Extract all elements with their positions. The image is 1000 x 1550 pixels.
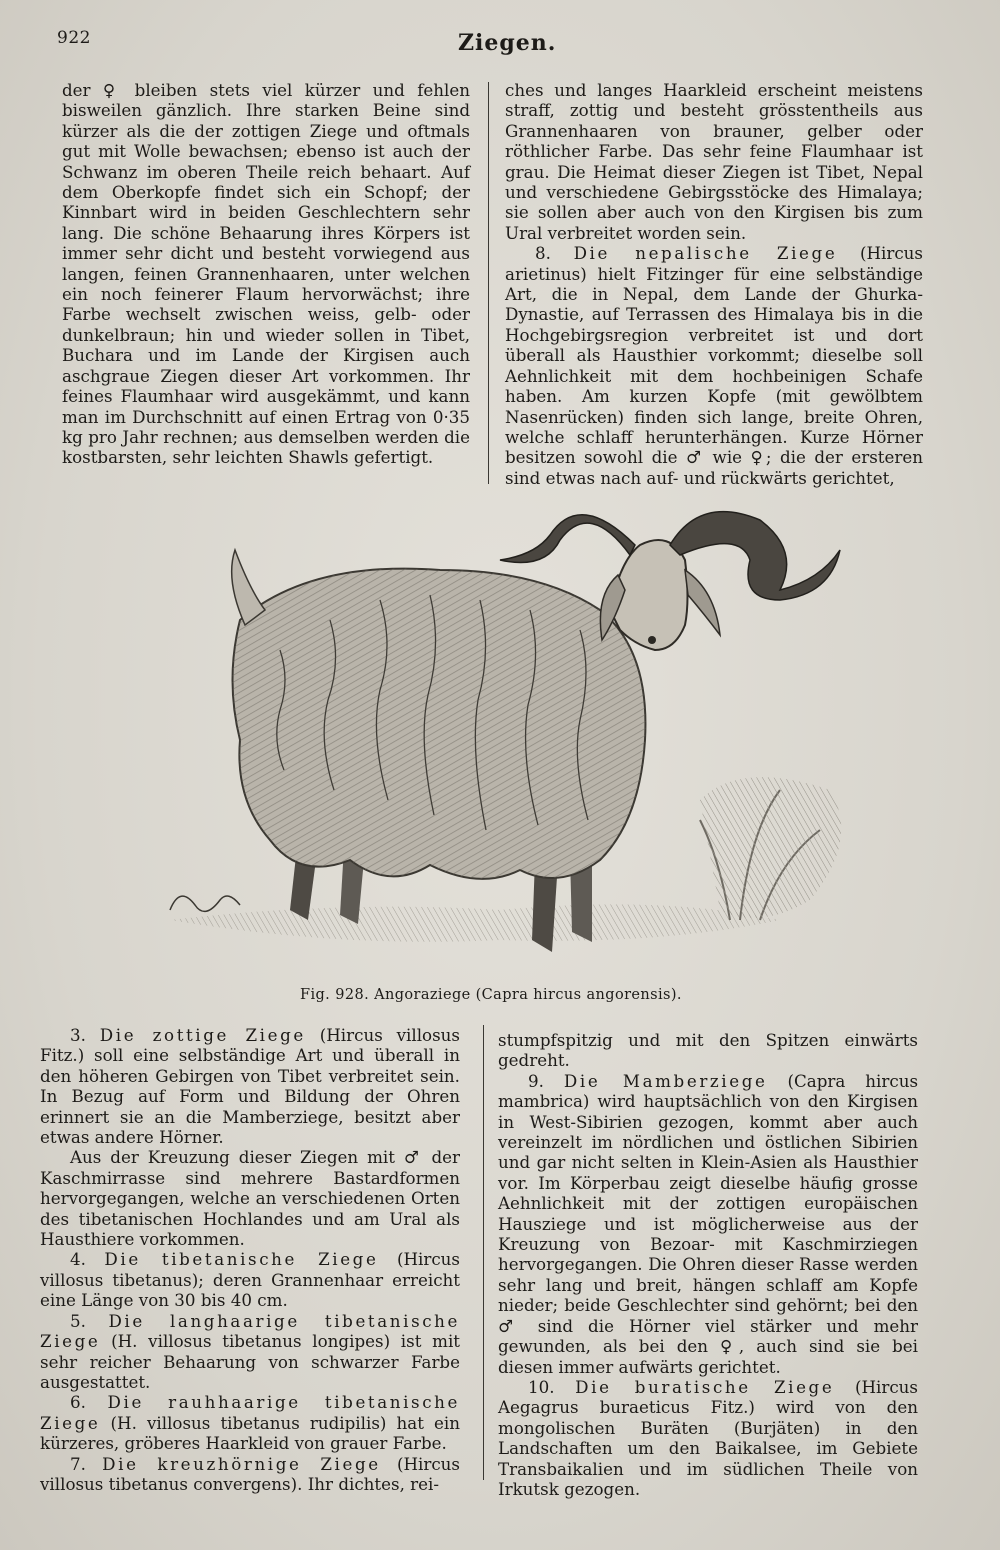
top-left-column [62,80,470,468]
species-number: 9. [528,1070,544,1091]
paragraph-species-6 [40,1392,460,1453]
paragraph-species-3 [40,1025,460,1147]
species-text: (Hircus villosus tibetanus); deren Grannenhaar erreicht eine Länge von 30 bis 40 cm. [40,1249,460,1311]
horn-left [500,515,635,563]
column-divider-bottom [483,1025,484,1480]
species-text: (H. villosus tibetanus rudipilis) hat ein kürzeres, gröberes Haarkleid von grauer Farbe. [40,1412,460,1454]
paragraph-species-4 [40,1249,460,1310]
species-name: Die kreuzhörnige Ziege [102,1453,381,1474]
top-right-column [505,80,923,488]
goat-tail [232,550,265,625]
paragraph: stumpfspitzig und mit den Spitzen einwärts gedreht. [498,1030,918,1071]
species-name: Die zottige Ziege [99,1025,306,1045]
paragraph-species-9 [498,1071,918,1377]
paragraph-species-5 [40,1311,460,1393]
species-text: (H. villosus tibetanus longipes) ist mit sehr reicher Behaarung von schwarzer Farbe ausgestattet. [40,1331,460,1392]
species-number: 4. [70,1249,86,1270]
species-name: Die buratische Ziege [575,1376,835,1397]
species-name: Die Mamberziege [563,1070,768,1091]
engraver-signature [170,896,240,911]
angora-goat-illustration [140,500,950,975]
paragraph-species-10 [498,1377,918,1499]
paragraph: ches und langes Haarkleid erscheint meistens straff, zottig und besteht grösstentheils aus Grannenhaaren von brauner, gelber oder röthlicher Farbe. Das sehr feine Flaumhaar ist grau. Die Heimat dieser Ziegen ist Tibet, Nepal und verschiedene Gebirgsstöcke des Himalaya; sie sollen aber auch von den Kirgisen bis zum Ural verbreitet worden sein. [505,80,923,243]
shrub [700,777,841,920]
paragraph-species-7 [40,1454,460,1495]
species-number: 5. [70,1310,86,1331]
species-number: 6. [70,1392,86,1413]
bottom-right-column [498,1030,918,1499]
goat-nose [648,636,656,644]
species-number: 10. [528,1376,555,1397]
species-text: (Hircus villosus tibetanus convergens). Ihr dichtes, rei- [40,1453,460,1494]
paragraph-species-8 [505,243,923,488]
paragraph: Aus der Kreuzung dieser Ziegen mit ♂ der Kaschmirrasse sind mehrere Bastardformen hervorgegangen, welche an verschiedenen Orten des tibetanischen Hochlandes und am Ural als Hausthiere vorkommen. [40,1147,460,1250]
species-number: 7. [70,1453,86,1474]
figure-caption: Fig. 928. Angoraziege (Capra hircus angorensis). [300,987,682,1003]
species-text: (Capra hircus mambrica) wird hauptsächlich von den Kirgisen in West-Sibirien gezogen, kommt aber auch vereinzelt im nördlichen und östlichen Sibirien und gar nicht selten in Klein-Asien als Hausthier vor. Im Körperbau zeigt dieselbe häufig grosse Aehnlichkeit mit der zottigen europäischen Hausziege und ist möglicherweise aus der Kreuzung von Bezoar- mit Kaschmirziegen hervorgegangen. Die Ohren dieser Rasse werden sehr lang und breit, hängen schlaff am Kopfe nieder; beide Geschlechter sind gehörnt; bei den ♂ sind die Hörner viel stärker und mehr gewunden, als bei den ♀, auch sind sie bei diesen immer aufwärts gerichtet. [498,1070,919,1377]
species-name: Die rauhhaarige tibetanische Ziege [40,1392,460,1433]
paragraph: der ♀ bleiben stets viel kürzer und fehlen bisweilen gänzlich. Ihre starken Beine sind kürzer als die der zottigen Ziege und oftmals gut mit Wolle bewachsen; ebenso ist auch der Schwanz im oberen Theile reich behaart. Auf dem Oberkopfe findet sich ein Schopf; der Kinnbart wird in beiden Geschlechtern sehr lang. Die schöne Behaarung ihres Körpers ist immer sehr dicht und besteht vorwiegend aus langen, feinen Grannenhaaren, unter welchen ein noch feinerer Flaum hervorwächst; ihre Farbe wechselt zwischen weiss, gelb- oder dunkelbraun; hin und wieder sollen in Tibet, Buchara und im Lande der Kirgisen auch aschgraue Ziegen dieser Art vorkommen. Ihr feines Flaumhaar wird ausgekämmt, und kann man im Durchschnitt auf einen Ertrag von 0·35 kg pro Jahr rechnen; aus demselben werden die kostbarsten, sehr leichten Shawls gefertigt. [62,80,470,468]
species-number: 3. [70,1025,86,1045]
species-text: (Hircus arietinus) hielt Fitzinger für eine selbständige Art, die in Nepal, dem Lande der Ghurka-Dynastie, auf Terrassen des Himalaya bis in die Hochgebirgsregion verbreitet ist und dort überall als Hausthier vorkommt; dieselbe soll Aehnlichkeit mit dem hochbeinigen Schafe haben. Am kurzen Kopfe (mit gewölbtem Nasenrücken) finden sich lange, breite Ohren, welche schlaff herunterhängen. Kurze Hörner besitzen sowohl die ♂ wie ♀; die der ersteren sind etwas nach auf- und rückwärts gerichtet, [505,243,923,488]
bottom-left-column [40,1025,460,1494]
ground-shadow [170,904,780,941]
species-number: 8. [535,243,551,264]
species-name: Die tibetanische Ziege [104,1249,379,1270]
column-divider-top [488,82,489,484]
species-text: (Hircus Aegagrus buraeticus Fitz.) wird von den mongolischen Buräten (Burjäten) in den Landschaften um den Baikalsee, im Gebiete Transbaikalien und im südlichen Theile von Irkutsk gezogen. [498,1376,918,1499]
goat-ear-right [685,570,720,635]
running-title: Ziegen. [458,30,557,56]
species-text: (Hircus villosus Fitz.) soll eine selbständige Art und überall in den höheren Gebirgen von Tibet verbreitet sein. In Bezug auf Form und Bildung der Ohren erinnert sie an die Mamberziege, besitzt aber etwas andere Hörner. [40,1025,460,1148]
species-name: Die nepalische Ziege [573,243,838,264]
page-number: 922 [57,28,91,48]
species-name: Die langhaarige tibetanische Ziege [40,1310,460,1352]
